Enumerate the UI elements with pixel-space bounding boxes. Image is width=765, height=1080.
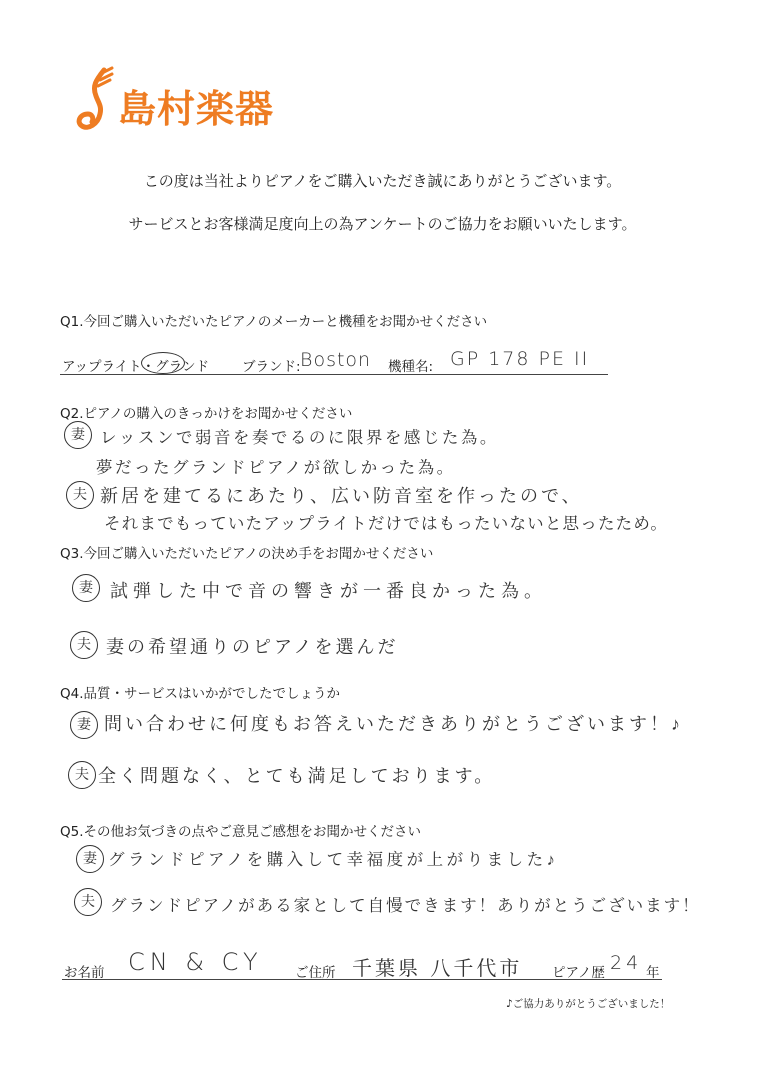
q5-husband-mark: 夫 [74,888,102,916]
q5-wife-line-1: グランドピアノを購入して幸福度が上がりました♪ [108,850,559,869]
q3-wife-mark: 妻 [72,574,100,602]
q1-brand-label: ブランド: [242,359,301,375]
q1-model-label: 機種名: [388,359,434,375]
intro-line-1: この度は当社よりピアノをご購入いただき誠にありがとうございます。 [143,172,622,190]
q4-husband-mark: 夫 [68,761,96,789]
q5-question: Q5.その他お気づきの点やご意見ご感想をお聞かせください [60,824,422,840]
q5-wife-mark: 妻 [76,845,104,873]
q2-husband-line-1: 新居を建てるにあたり、広い防音室を作ったので、 [100,486,583,507]
footer-underline [62,979,662,980]
grand-selected-circle [141,352,185,374]
q4-husband-line-1: 全く問題なく、とても満足しております。 [98,766,496,787]
q2-wife-mark: 妻 [64,421,92,449]
q1-model-value: GP 178 PE II [450,348,590,370]
logo-music-note-icon [74,66,118,136]
q1-question: Q1.今回ご購入いただいたピアノのメーカーと機種をお聞かせください [60,314,488,330]
q4-wife-mark: 妻 [70,711,98,739]
q2-husband-mark: 夫 [66,481,94,509]
q4-wife-line-1: 問い合わせに何度もお答えいただきありがとうございます！♪ [104,714,683,735]
intro-line-2: サービスとお客様満足度向上の為アンケートのご協力をお願いいたします。 [128,215,637,233]
q2-husband-line-2: それまでもっていたアップライトだけではもったいないと思ったため。 [104,514,669,533]
q2-wife-line-2: 夢だったグランドピアノが欲しかった為。 [96,458,456,477]
piano-history-unit: 年 [646,965,660,981]
q3-wife-line-1: 試弾した中で音の響きが一番良かった為。 [110,581,547,602]
q3-husband-mark: 夫 [70,631,98,659]
q1-underline [60,374,608,375]
q2-wife-line-1: レッスンで弱音を奏でるのに限界を感じた為。 [100,428,499,447]
q1-type-label: アップライト・グランド [62,359,210,375]
name-value: CN & CY [128,948,263,976]
thanks-note: ♪ご協力ありがとうございました！ [506,998,671,1010]
q5-husband-line-1: グランドピアノがある家として自慢できます！ありがとうございます！ [110,896,701,915]
piano-history-label: ピアノ歴 [552,965,605,981]
q2-question: Q2.ピアノの購入のきっかけをお聞かせください [60,406,353,422]
address-value: 千葉県 八千代市 [352,956,523,980]
address-label: ご住所 [295,965,336,981]
q4-question: Q4.品質・サービスはいかがでしたでしょうか [60,686,341,702]
q3-husband-line-1: 妻の希望通りのピアノを選んだ [106,637,399,658]
name-label: お名前 [64,965,105,981]
q1-brand-value: Boston [300,349,372,371]
q3-question: Q3.今回ご購入いただいたピアノの決め手をお聞かせください [60,546,434,562]
piano-history-value: 24 [610,952,643,974]
logo-text: 島村楽器 [118,87,275,131]
